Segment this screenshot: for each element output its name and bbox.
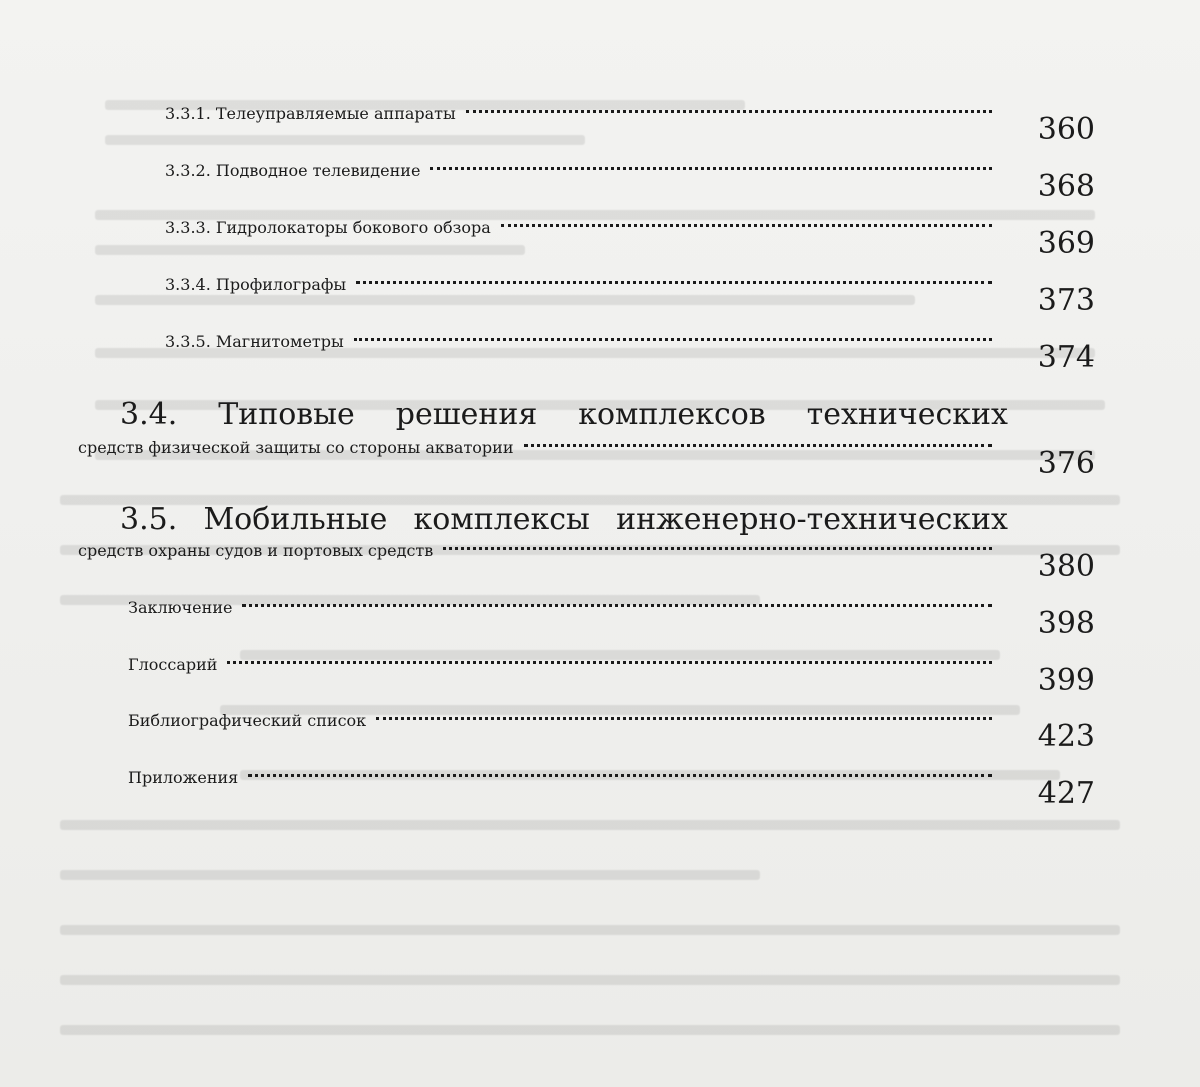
- dot-leader: [466, 107, 992, 113]
- toc-entry: [128, 655, 1010, 707]
- toc-entry-title-line-2: средств охраны судов и портовых средств: [78, 541, 434, 560]
- dot-leader: [430, 164, 992, 170]
- toc-entry: [165, 218, 1010, 270]
- toc-entry: [128, 711, 1010, 763]
- dot-leader: [242, 601, 992, 607]
- toc-entry-page: 369: [1037, 226, 1095, 261]
- toc-entry-title: 3.3.4. Профилографы: [165, 275, 347, 294]
- toc-entry-title-line-2: средств физической защиты со стороны акватории: [78, 438, 514, 457]
- dot-leader: [376, 714, 992, 720]
- toc-entry-title: Заключение: [128, 598, 233, 617]
- toc-entry: [78, 438, 1010, 490]
- toc-entry-title: 3.3.3. Гидролокаторы бокового обзора: [165, 218, 491, 237]
- toc-entry: [165, 161, 1010, 213]
- toc-entry: [165, 332, 1010, 384]
- toc-entry: [128, 768, 1010, 820]
- dot-leader: [227, 658, 992, 664]
- toc-entry-title: 3.3.1. Телеуправляемые аппараты: [165, 104, 456, 123]
- toc-entry-page: 373: [1037, 283, 1095, 318]
- dot-leader: [524, 441, 993, 447]
- dot-leader: [356, 278, 992, 284]
- toc-entry-title: Библиографический список: [128, 711, 367, 730]
- toc-entry-page: 360: [1037, 112, 1095, 147]
- toc-entry-page: 376: [1037, 446, 1095, 481]
- toc-entry-title: Приложения: [128, 768, 239, 787]
- toc-entry-title: 3.3.5. Магнитометры: [165, 332, 344, 351]
- toc-entry-title: Глоссарий: [128, 655, 218, 674]
- toc-entry-page: 368: [1037, 169, 1095, 204]
- toc-entry-page: 427: [1037, 776, 1095, 811]
- toc-entry-title-line-1: 3.5. Мобильные комплексы инженерно-технических: [120, 502, 1008, 537]
- toc-entry-title-line-1: 3.4. Типовые решения комплексов технических: [120, 397, 1008, 432]
- toc-entry: [128, 598, 1010, 650]
- toc-entry-page: 380: [1037, 549, 1095, 584]
- dot-leader: [443, 544, 992, 550]
- toc-entry: [165, 104, 1010, 156]
- dot-leader: [248, 771, 992, 777]
- toc-entry: [78, 541, 1010, 593]
- dot-leader: [501, 221, 992, 227]
- dot-leader: [354, 335, 992, 341]
- toc-entry-page: 399: [1037, 663, 1095, 698]
- toc-entry-page: 398: [1037, 606, 1095, 641]
- toc-entry-page: 374: [1037, 340, 1095, 375]
- toc-entry-title: 3.3.2. Подводное телевидение: [165, 161, 421, 180]
- toc-entry: [165, 275, 1010, 327]
- toc-entry-page: 423: [1037, 719, 1095, 754]
